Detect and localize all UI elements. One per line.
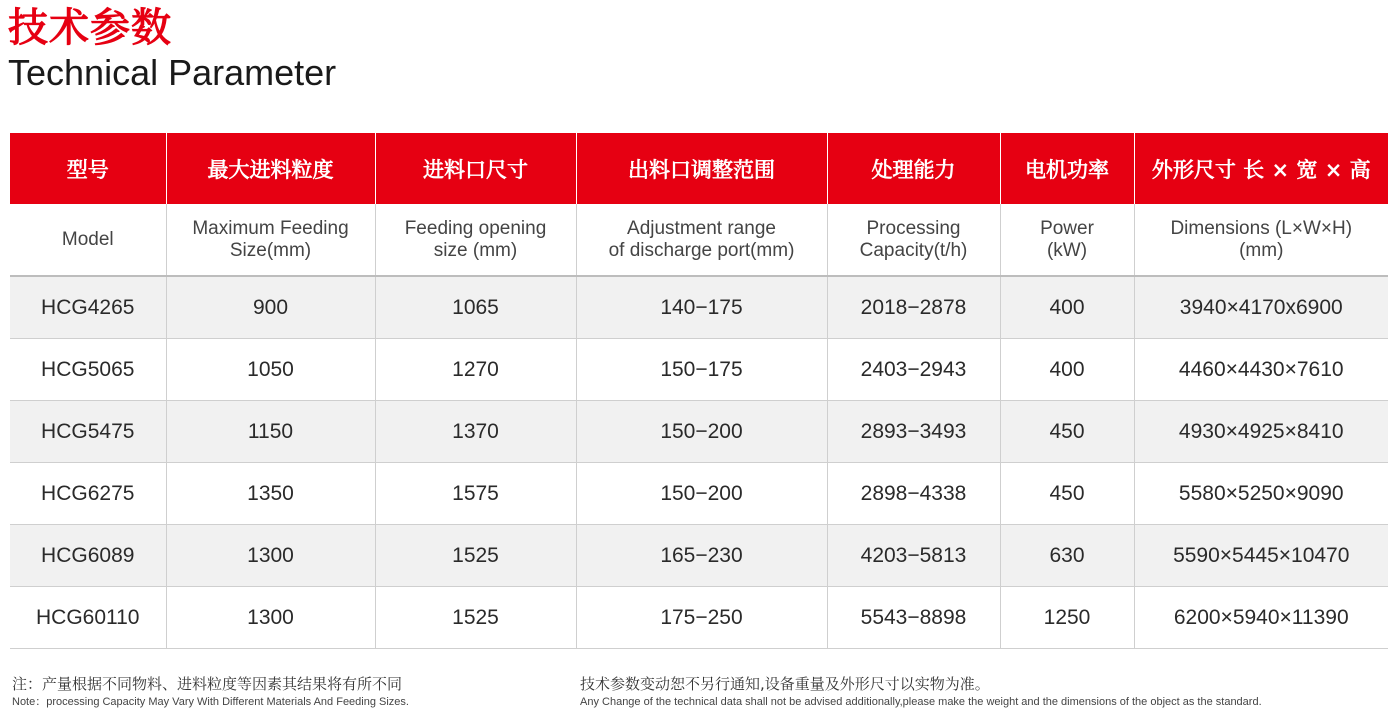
column-header-cn: 出料口调整范围 bbox=[576, 133, 827, 204]
footnote-disclaimer bbox=[580, 674, 1262, 710]
table-cell: 1250 bbox=[1000, 587, 1134, 649]
table-cell-model: HCG6089 bbox=[10, 525, 166, 587]
table-cell: 400 bbox=[1000, 339, 1134, 401]
table-cell: 1300 bbox=[166, 587, 375, 649]
column-header-cn: 外形尺寸 长 × 宽 × 高 bbox=[1134, 133, 1388, 204]
table-cell: 1525 bbox=[375, 587, 576, 649]
table-cell: 165−230 bbox=[576, 525, 827, 587]
table-cell: 1370 bbox=[375, 401, 576, 463]
table-cell: 2898−4338 bbox=[827, 463, 1000, 525]
table-cell: 1350 bbox=[166, 463, 375, 525]
footnote-disclaimer-en: Any Change of the technical data shall not be advised additionally,please make the weight and the dimensions of the object as the standard. bbox=[580, 696, 1262, 708]
column-header-cn: 处理能力 bbox=[827, 133, 1000, 204]
table-cell: 6200×5940×11390 bbox=[1134, 587, 1388, 649]
table-cell-model: HCG5065 bbox=[10, 339, 166, 401]
table-cell: 1270 bbox=[375, 339, 576, 401]
column-header-en: Feeding opening size (mm) bbox=[375, 204, 576, 276]
table-cell: 2403−2943 bbox=[827, 339, 1000, 401]
column-header-en: Maximum Feeding Size(mm) bbox=[166, 204, 375, 276]
table-row bbox=[10, 463, 1388, 525]
table-cell: 150−175 bbox=[576, 339, 827, 401]
column-header-en: Dimensions (L×W×H) (mm) bbox=[1134, 204, 1388, 276]
table-cell: 4460×4430×7610 bbox=[1134, 339, 1388, 401]
table-cell: 140−175 bbox=[576, 276, 827, 339]
column-header-en: Processing Capacity(t/h) bbox=[827, 204, 1000, 276]
table-cell: 900 bbox=[166, 276, 375, 339]
header-row-cn bbox=[10, 133, 1388, 204]
footnote-capacity bbox=[12, 674, 409, 710]
page-title-cn: 技术参数 bbox=[8, 5, 172, 51]
table-cell: 1150 bbox=[166, 401, 375, 463]
table-cell: 1575 bbox=[375, 463, 576, 525]
column-header-cn: 电机功率 bbox=[1000, 133, 1134, 204]
table-cell-model: HCG5475 bbox=[10, 401, 166, 463]
column-header-cn: 进料口尺寸 bbox=[375, 133, 576, 204]
table-cell: 1050 bbox=[166, 339, 375, 401]
table-cell: 150−200 bbox=[576, 463, 827, 525]
table-cell: 5590×5445×10470 bbox=[1134, 525, 1388, 587]
table-cell: 1525 bbox=[375, 525, 576, 587]
technical-parameter-table bbox=[10, 133, 1388, 649]
header-row-en bbox=[10, 204, 1388, 276]
table-cell-model: HCG4265 bbox=[10, 276, 166, 339]
footnote-capacity-cn: 注：产量根据不同物料、进料粒度等因素其结果将有所不同 bbox=[12, 675, 403, 693]
table-row bbox=[10, 401, 1388, 463]
table-cell: 1065 bbox=[375, 276, 576, 339]
table-cell: 4203−5813 bbox=[827, 525, 1000, 587]
table-row bbox=[10, 339, 1388, 401]
table-cell: 400 bbox=[1000, 276, 1134, 339]
table-cell: 1300 bbox=[166, 525, 375, 587]
table-cell: 150−200 bbox=[576, 401, 827, 463]
table-row bbox=[10, 276, 1388, 339]
table-cell: 450 bbox=[1000, 401, 1134, 463]
footnote-capacity-en: Note：processing Capacity May Vary With Different Materials And Feeding Sizes. bbox=[12, 696, 409, 708]
table-cell: 175−250 bbox=[576, 587, 827, 649]
column-header-cn: 最大进料粒度 bbox=[166, 133, 375, 204]
table-cell: 4930×4925×8410 bbox=[1134, 401, 1388, 463]
table-cell: 2893−3493 bbox=[827, 401, 1000, 463]
column-header-en: Adjustment range of discharge port(mm) bbox=[576, 204, 827, 276]
table-cell-model: HCG6275 bbox=[10, 463, 166, 525]
table-cell: 3940×4170x6900 bbox=[1134, 276, 1388, 339]
table-row bbox=[10, 587, 1388, 649]
table-cell: 5580×5250×9090 bbox=[1134, 463, 1388, 525]
table-cell: 630 bbox=[1000, 525, 1134, 587]
column-header-cn: 型号 bbox=[10, 133, 166, 204]
table-cell: 5543−8898 bbox=[827, 587, 1000, 649]
footnote-disclaimer-cn: 技术参数变动恕不另行通知,设备重量及外形尺寸以实物为准。 bbox=[580, 675, 990, 693]
table-row bbox=[10, 525, 1388, 587]
table-cell: 450 bbox=[1000, 463, 1134, 525]
table-cell-model: HCG60110 bbox=[10, 587, 166, 649]
column-header-en: Model bbox=[10, 204, 166, 276]
column-header-en: Power (kW) bbox=[1000, 204, 1134, 276]
table-cell: 2018−2878 bbox=[827, 276, 1000, 339]
page-title-en: Technical Parameter bbox=[8, 52, 337, 93]
